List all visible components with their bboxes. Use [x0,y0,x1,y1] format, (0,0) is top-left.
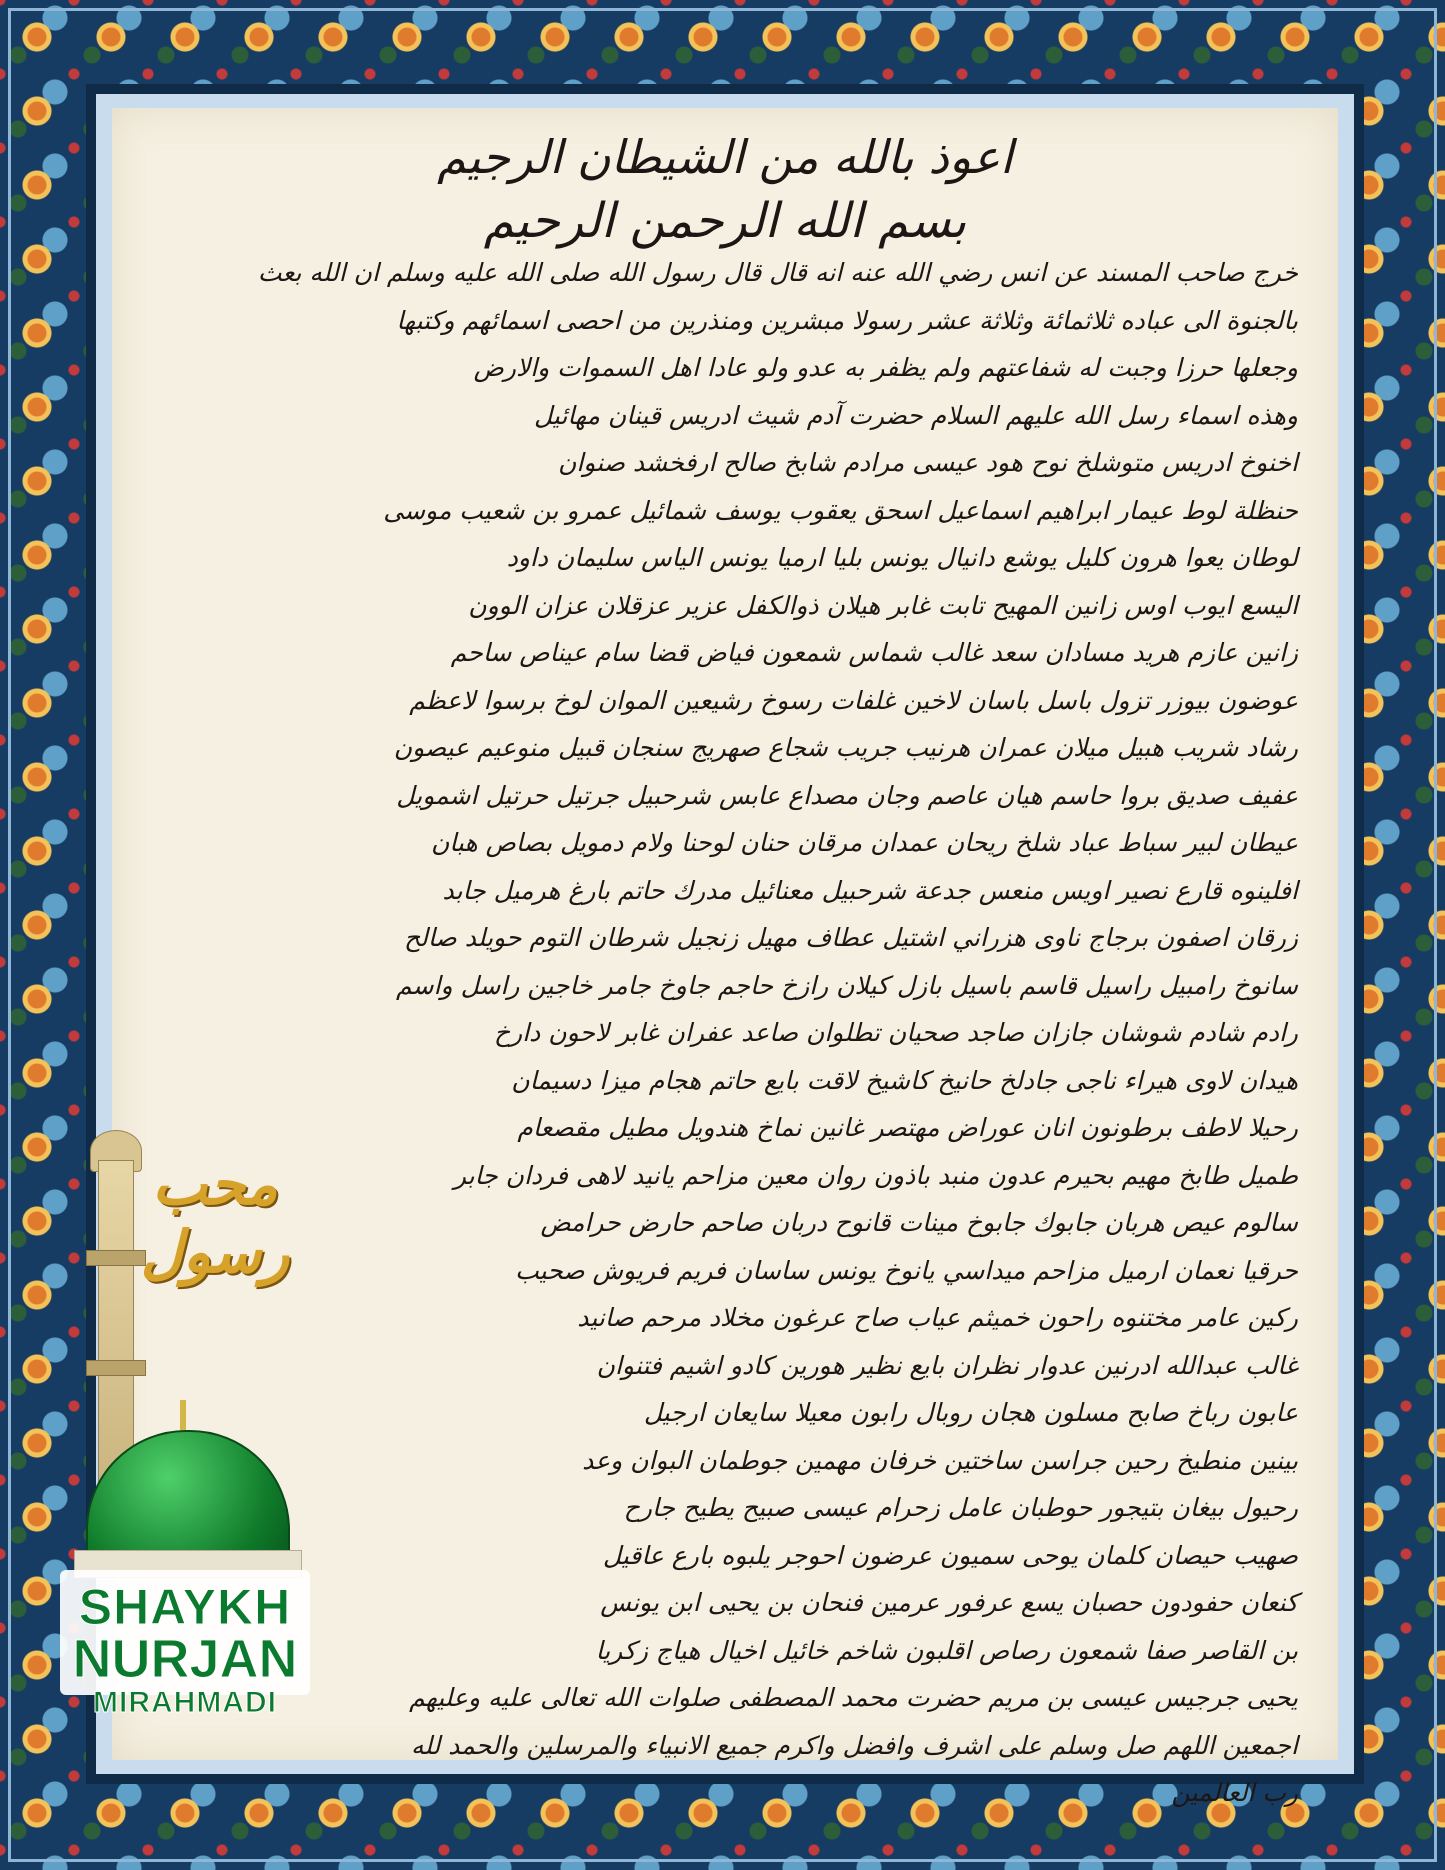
manuscript-line: خرج صاحب المسند عن انس رضي الله عنه انه قال قال رسول الله صلى الله عليه وسلم ان الله بعث [257,258,1298,287]
logo-calligraphy: محب رسول [140,1150,290,1286]
manuscript-line: ركين عامر مختنوه راحون خميثم عياب صاح عرغون مخلاد مرحم صانيد [577,1303,1298,1332]
manuscript-line: بينين منطيخ رحين جراسن ساختين خرفان مهمين جوطمان البوان وعد [582,1445,1298,1475]
manuscript-line: صهيب حيصان كلمان يوحى سميون عرضون احوجر يلبوه بارع عاقيل [602,1540,1298,1570]
manuscript-line: رادم شادم شوشان جازان صاجد صحيان تطلوان صاعد عفران غابر لاحون دارخ [494,1018,1298,1047]
manuscript-line: عفيف صديق بروا حاسم هيان عاصم وجان مصداع عابس شرحبيل جرتيل حرتيل اشمويل [396,780,1298,810]
brand-text [60,1579,310,1719]
manuscript-line: وهذه اسماء رسل الله عليهم السلام حضرت آدم شيث ادريس قينان مهائيل [534,400,1298,430]
manuscript-line: عوضون بيوزر تزول باسل باسان لاخين غلفات رسوخ رشيعين الموان لوخ برسوا لاعظم [409,685,1298,715]
minaret-balcony-icon [86,1360,146,1376]
manuscript-line: بن القاصر صفا شمعون رصاص اقلبون شاخم خائيل اخيال هياج زكريا [595,1635,1298,1665]
manuscript-line: سالوم عيص هربان جابوك جابوخ مينات قانوح دربان صاحم حارض حرامض [540,1208,1298,1237]
manuscript-line: زرقان اصفون برجاج ناوى هزراني اشتيل عطاف مهيل زنجيل شرطان التوم حويلد صالح [404,923,1298,952]
brand-line-nurjan: NURJAN [72,1629,298,1689]
manuscript-line: اخنوخ ادريس متوشلخ نوح هود عيسى مرادم شابخ صالح ارفخشد صنوان [557,448,1298,477]
manuscript-line: بالجنوة الى عباده ثلاثمائة وثلاثة عشر رسولا مبشرين ومنذرين من احصى اسمائهم وكتبها [396,305,1298,335]
manuscript-line: حنظلة لوط عيمار ابراهيم اسماعيل اسحق يعقوب يوسف شمائيل عمرو بن شعيب موسى [383,495,1298,525]
manuscript-line: رحيول بيغان بتيجور حوطبان عامل زحرام عيسى صبيح يطيح جارح [623,1493,1298,1522]
heading-taawwuz: اعوذ بالله من الشيطان الرجيم [437,130,1013,184]
heading-basmala: بسم الله الرحمن الرحيم [483,193,967,249]
brand-line-shaykh: SHAYKH [78,1579,292,1635]
manuscript-line: اليسع ايوب اوس زانين المهيح تابت غابر هيلان ذوالكفل عزير عزقلان عزان الوون [468,590,1298,620]
manuscript-line: اجمعين اللهم صل وسلم على اشرف وافضل واكرم جميع الانبياء والمرسلين والحمد لله [410,1730,1298,1760]
manuscript-line: حرقيا نعمان ارميل مزاحم ميداسي يانوخ يونس ساسان فريم فريوش صحيب [515,1255,1298,1285]
manuscript-line: هيدان لاوى هيراء ناجى جادلخ حانيخ كاشيخ لاقت بايع حاتم هجام ميزا دسيمان [511,1065,1298,1095]
manuscript-line: عابون رباخ صابح مسلون هجان روبال رابون معيلا سايعان ارجيل [643,1398,1298,1427]
logo [60,1130,310,1719]
manuscript-line: رشاد شريب هبيل ميلان عمران هرنيب جريب شجاع صهريج سنجان قبيل منوعيم عيصون [393,733,1298,762]
manuscript-line: غالب عبدالله ادرنين عدوار نظران بايع نظير هورين كادو اشيم فتنوان [596,1350,1298,1380]
manuscript-line: طميل طابخ مهيم بحيرم عدون منبد باذون روان معين مزاحم يانيد لاهى فردان جابر [453,1160,1298,1190]
manuscript-line: يحيى جرجيس عيسى بن مريم حضرت محمد المصطفى صلوات الله تعالى عليه وعليهم [409,1683,1298,1712]
manuscript-line: سانوخ رامبيل راسيل قاسم باسيل بازل كيلان رازخ حاجم جاوخ جامر خاجين راسل واسم [396,970,1298,1000]
manuscript-line: افلينوه قارع نصير اويس منعس جدعة شرحبيل معنائيل مدرك حاتم بارغ هرميل جابد [442,875,1298,905]
manuscript-line: رب العالمين [1171,1778,1298,1807]
manuscript-line: رحيلا لاطف برطونون انان عوراض مهتصر غانين نماخ هندويل مطيل مقصعام [517,1113,1298,1142]
manuscript-line: لوطان يعوا هرون كليل يوشع دانيال يونس بليا ارميا يونس الياس سليمان داود [506,543,1298,572]
manuscript-line: عيطان لبير سباط عباد شلخ ريحان عمدان مرقان حنان لوحنا ولام دمويل بصاص هبان [430,828,1298,857]
brand-line-mirahmadi: MIRAHMADI [93,1686,277,1719]
manuscript-line: كنعان حفودون حصبان يسع عرفور عرمين فنحان بن يحيى ابن يونس [600,1588,1298,1617]
manuscript-line: وجعلها حرزا وجبت له شفاعتهم ولم يظفر به عدو ولو عادا اهل السموات والارض [473,353,1298,382]
manuscript-line: زانين عازم هريد مسادان سعد غالب شماس شمعون فياض قضا سام عيناص ساحم [450,638,1298,667]
